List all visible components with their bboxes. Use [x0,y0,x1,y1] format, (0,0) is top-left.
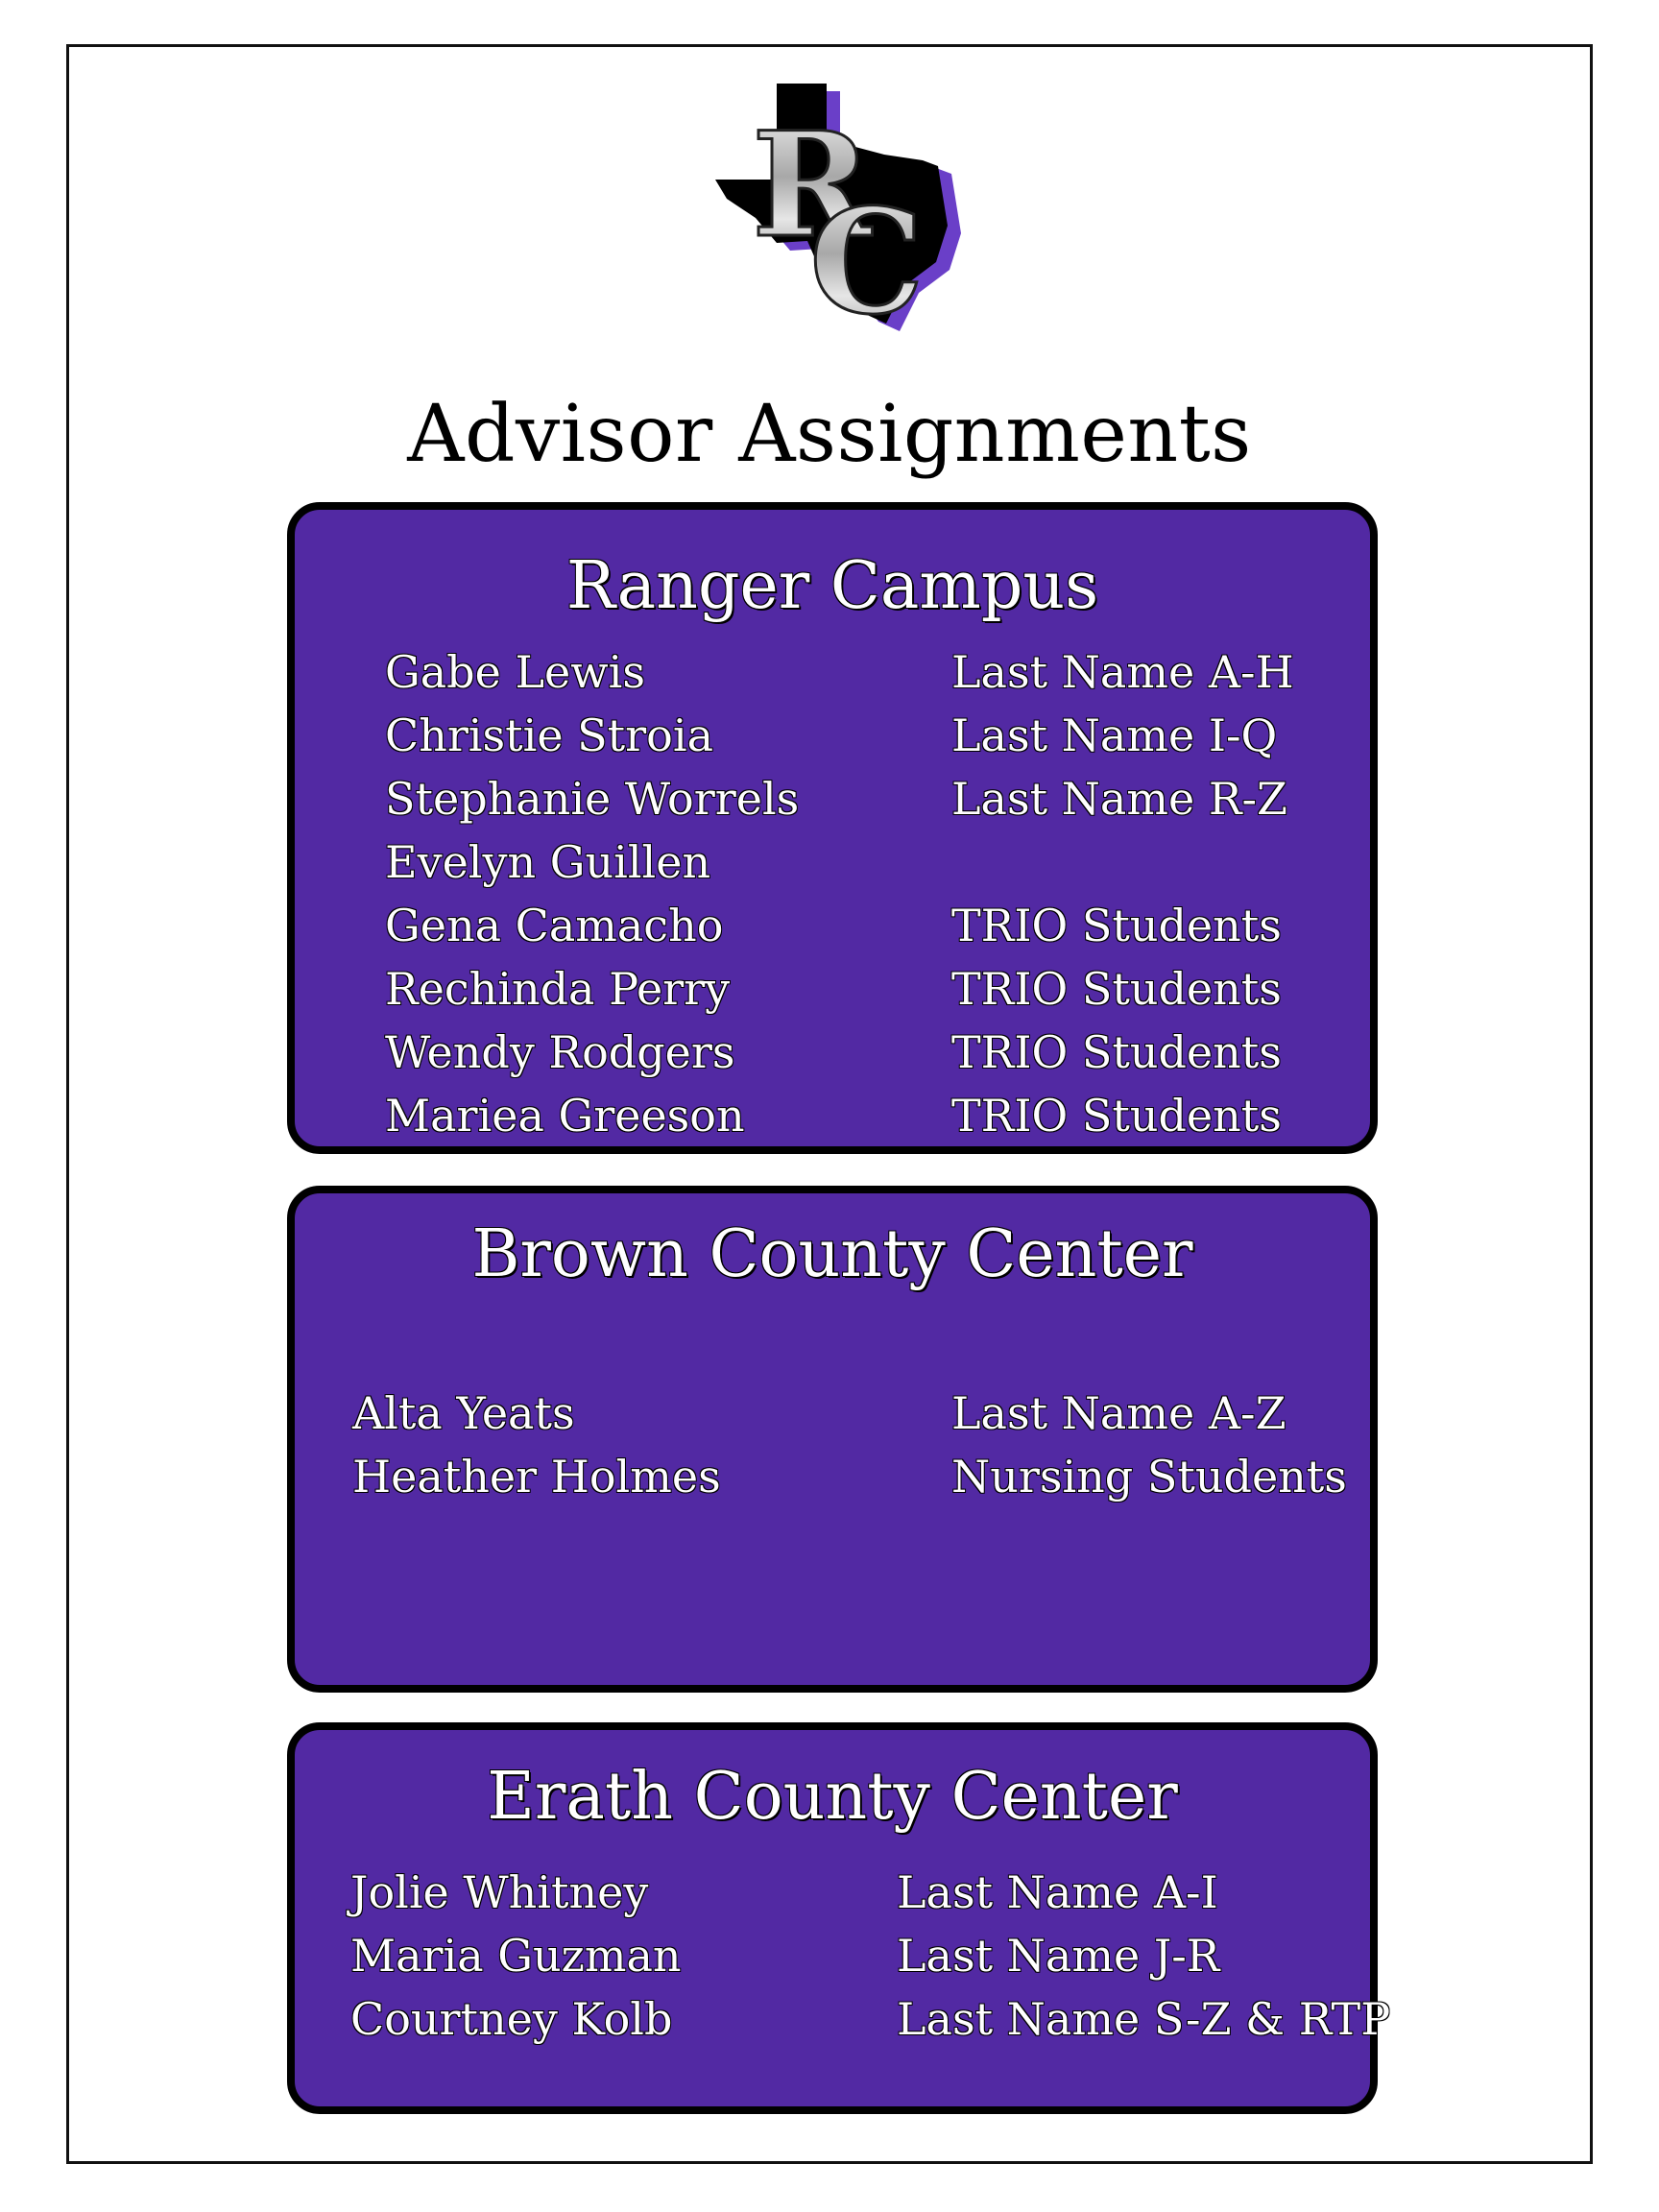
advisor-name: Courtney Kolb [350,1993,673,2045]
logo-letter-r: R [752,101,872,270]
texas-state-logo [696,72,984,336]
erath-county-panel [287,1722,1391,2114]
advisor-row [295,1930,1370,1991]
advisor-assignment: Last Name A-H [951,646,1294,698]
advisor-row [295,1451,1370,1512]
logo-letter-c: C [809,178,925,336]
advisor-assignment: Last Name R-Z [951,773,1287,825]
advisor-assignment: TRIO Students [951,1026,1282,1078]
advisor-assignment: TRIO Students [951,900,1282,951]
brown-county-panel [287,1186,1378,1693]
advisor-name: Stephanie Worrels [385,773,800,825]
advisor-assignment: Last Name S-Z & RTP [897,1993,1391,2045]
panel-title: Ranger Campus [565,548,1099,624]
advisor-name: Gena Camacho [385,900,724,951]
advisor-name: Rechinda Perry [385,963,731,1015]
panel-title: Brown County Center [471,1216,1193,1292]
panel-title: Erath County Center [487,1759,1178,1835]
advisor-row [295,773,1370,834]
advisor-assignment: Nursing Students [951,1451,1347,1503]
advisor-row [295,1026,1370,1088]
advisor-row [295,836,1370,898]
advisor-row [295,900,1370,961]
advisor-assignment: Last Name J-R [897,1930,1220,1982]
ranger-campus-panel [287,502,1378,1154]
advisor-name: Evelyn Guillen [385,836,711,888]
advisor-row [295,709,1370,771]
advisor-name: Wendy Rodgers [385,1026,735,1078]
advisor-row [295,1993,1391,2055]
advisor-name: Mariea Greeson [385,1090,745,1142]
advisor-assignment: Last Name A-I [897,1866,1218,1918]
page-title: Advisor Assignments [407,389,1252,480]
advisor-name: Alta Yeats [352,1387,575,1439]
advisor-row [295,963,1370,1024]
advisor-name: Christie Stroia [385,709,713,761]
advisor-assignment: Last Name A-Z [951,1387,1286,1439]
advisor-name: Jolie Whitney [350,1866,649,1918]
advisor-assignment: Last Name I-Q [951,709,1278,761]
advisor-assignment: TRIO Students [951,963,1282,1015]
advisor-row [295,1866,1370,1928]
advisor-row [295,1090,1370,1151]
advisor-name: Maria Guzman [350,1930,682,1982]
advisor-row [295,646,1370,708]
advisor-assignment: TRIO Students [951,1090,1282,1142]
advisor-name: Gabe Lewis [385,646,645,698]
advisor-row [295,1387,1370,1449]
advisor-name: Heather Holmes [352,1451,721,1503]
